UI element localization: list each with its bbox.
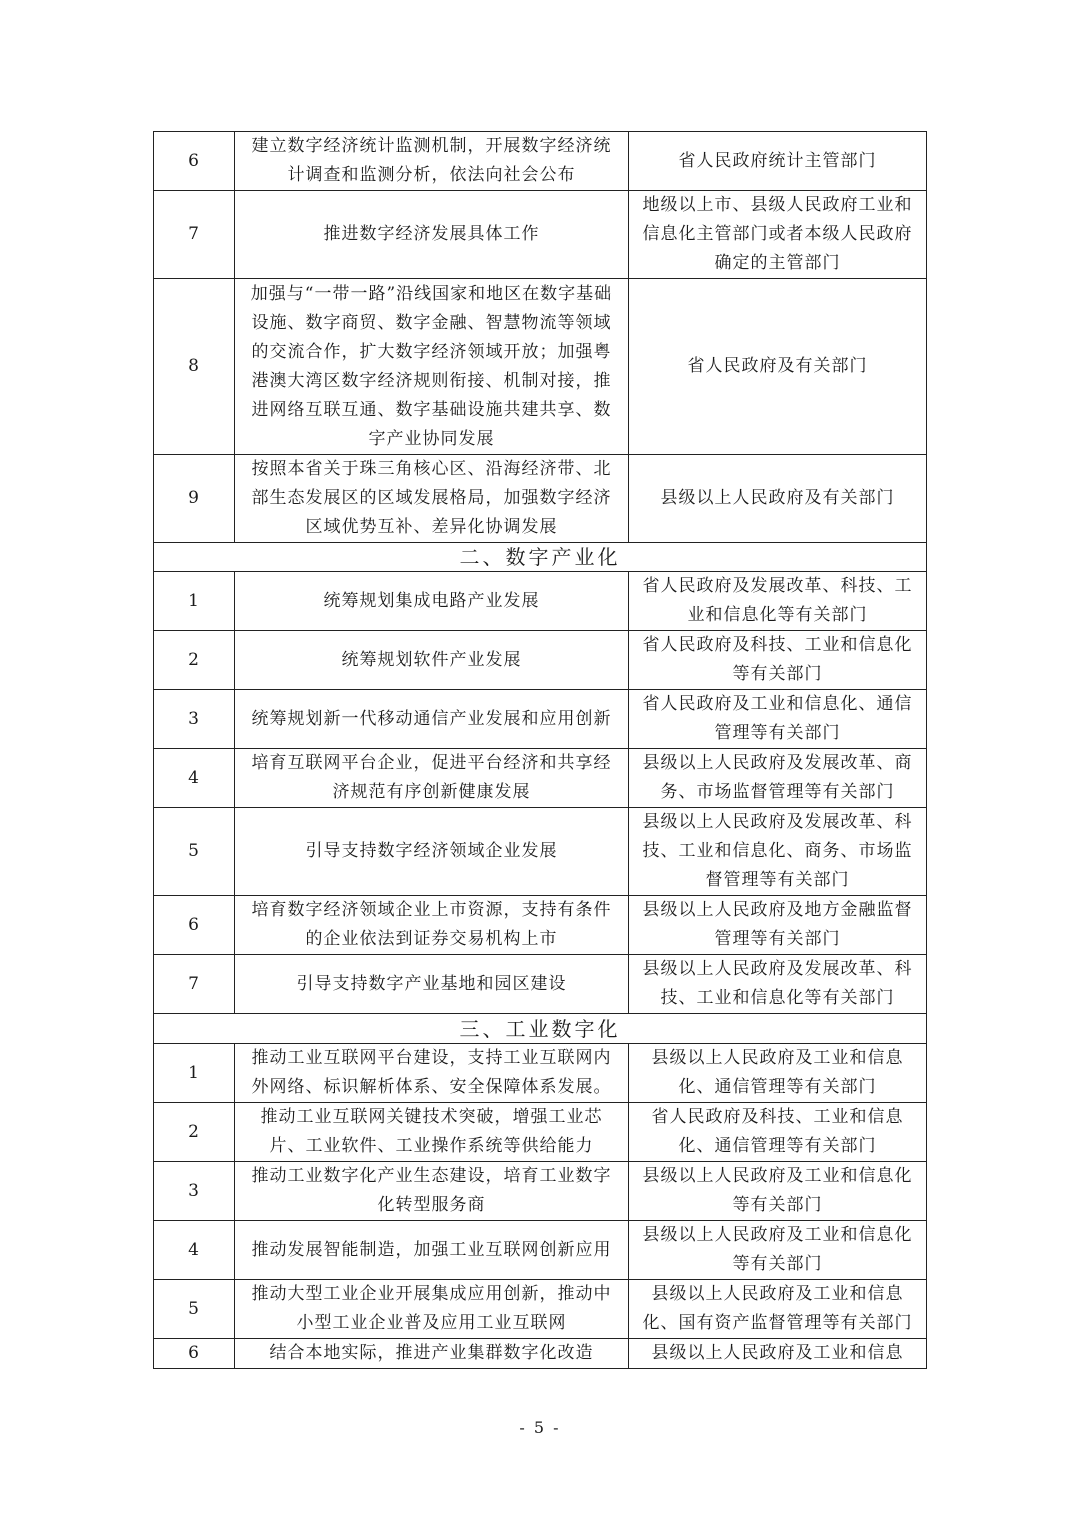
task-cell: 推动工业数字化产业生态建设，培育工业数字化转型服务商	[235, 1162, 629, 1221]
task-cell: 统筹规划新一代移动通信产业发展和应用创新	[235, 690, 629, 749]
task-cell: 按照本省关于珠三角核心区、沿海经济带、北部生态发展区的区域发展格局，加强数字经济区域优势互补、差异化协调发展	[235, 455, 629, 543]
table-row	[154, 1103, 927, 1162]
row-number: 4	[154, 1221, 235, 1280]
row-number: 1	[154, 572, 235, 631]
department-cell: 省人民政府及科技、工业和信息化等有关部门	[629, 631, 927, 690]
table-row	[154, 1044, 927, 1103]
table-row	[154, 572, 927, 631]
section-title: 二、数字产业化	[154, 543, 927, 572]
page-number: - 5 -	[519, 1418, 561, 1437]
task-cell: 统筹规划软件产业发展	[235, 631, 629, 690]
row-number: 5	[154, 1280, 235, 1339]
department-cell: 省人民政府统计主管部门	[629, 132, 927, 191]
department-cell: 省人民政府及工业和信息化、通信管理等有关部门	[629, 690, 927, 749]
department-cell: 县级以上人民政府及发展改革、科技、工业和信息化、商务、市场监督管理等有关部门	[629, 808, 927, 896]
department-cell: 省人民政府及有关部门	[629, 279, 927, 455]
section-header-row	[154, 543, 927, 572]
row-number: 7	[154, 191, 235, 279]
table-row	[154, 749, 927, 808]
department-cell: 县级以上人民政府及发展改革、商务、市场监督管理等有关部门	[629, 749, 927, 808]
table-row	[154, 132, 927, 191]
row-number: 8	[154, 279, 235, 455]
department-cell: 县级以上人民政府及工业和信息化等有关部门	[629, 1221, 927, 1280]
row-number: 6	[154, 1339, 235, 1369]
task-cell: 推动工业互联网关键技术突破，增强工业芯片、工业软件、工业操作系统等供给能力	[235, 1103, 629, 1162]
table-row	[154, 191, 927, 279]
row-number: 3	[154, 690, 235, 749]
task-cell: 培育数字经济领域企业上市资源，支持有条件的企业依法到证券交易机构上市	[235, 896, 629, 955]
task-cell: 统筹规划集成电路产业发展	[235, 572, 629, 631]
task-cell: 推动发展智能制造，加强工业互联网创新应用	[235, 1221, 629, 1280]
row-number: 5	[154, 808, 235, 896]
row-number: 9	[154, 455, 235, 543]
row-number: 6	[154, 132, 235, 191]
department-cell: 省人民政府及发展改革、科技、工业和信息化等有关部门	[629, 572, 927, 631]
department-cell: 县级以上人民政府及工业和信息化、通信管理等有关部门	[629, 1044, 927, 1103]
task-cell: 推动工业互联网平台建设，支持工业互联网内外网络、标识解析体系、安全保障体系发展。	[235, 1044, 629, 1103]
department-cell: 省人民政府及科技、工业和信息化、通信管理等有关部门	[629, 1103, 927, 1162]
table-row	[154, 808, 927, 896]
department-cell: 地级以上市、县级人民政府工业和信息化主管部门或者本级人民政府确定的主管部门	[629, 191, 927, 279]
table-row	[154, 1339, 927, 1369]
department-cell: 县级以上人民政府及发展改革、科技、工业和信息化等有关部门	[629, 955, 927, 1014]
row-number: 1	[154, 1044, 235, 1103]
table-row	[154, 690, 927, 749]
row-number: 4	[154, 749, 235, 808]
section-header-row	[154, 1014, 927, 1044]
table-row	[154, 1280, 927, 1339]
row-number: 2	[154, 1103, 235, 1162]
task-cell: 推进数字经济发展具体工作	[235, 191, 629, 279]
department-cell: 县级以上人民政府及工业和信息	[629, 1339, 927, 1369]
table-row	[154, 455, 927, 543]
department-cell: 县级以上人民政府及地方金融监督管理等有关部门	[629, 896, 927, 955]
section-title: 三、工业数字化	[154, 1014, 927, 1044]
table-row	[154, 1162, 927, 1221]
task-cell: 培育互联网平台企业，促进平台经济和共享经济规范有序创新健康发展	[235, 749, 629, 808]
task-cell: 建立数字经济统计监测机制，开展数字经济统计调查和监测分析，依法向社会公布	[235, 132, 629, 191]
task-cell: 引导支持数字产业基地和园区建设	[235, 955, 629, 1014]
task-cell: 推动大型工业企业开展集成应用创新，推动中小型工业企业普及应用工业互联网	[235, 1280, 629, 1339]
responsibility-table	[153, 131, 927, 1369]
task-cell: 引导支持数字经济领域企业发展	[235, 808, 629, 896]
row-number: 2	[154, 631, 235, 690]
row-number: 3	[154, 1162, 235, 1221]
table-row	[154, 279, 927, 455]
department-cell: 县级以上人民政府及有关部门	[629, 455, 927, 543]
table-row	[154, 896, 927, 955]
task-cell: 加强与“一带一路”沿线国家和地区在数字基础设施、数字商贸、数字金融、智慧物流等领域的交流合作，扩大数字经济领域开放；加强粤港澳大湾区数字经济规则衔接、机制对接，推进网络互联互通、数字基础设施共建共享、数字产业协同发展	[235, 279, 629, 455]
table-row	[154, 1221, 927, 1280]
department-cell: 县级以上人民政府及工业和信息化、国有资产监督管理等有关部门	[629, 1280, 927, 1339]
row-number: 6	[154, 896, 235, 955]
department-cell: 县级以上人民政府及工业和信息化等有关部门	[629, 1162, 927, 1221]
table-row	[154, 955, 927, 1014]
task-cell: 结合本地实际，推进产业集群数字化改造	[235, 1339, 629, 1369]
table-row	[154, 631, 927, 690]
row-number: 7	[154, 955, 235, 1014]
